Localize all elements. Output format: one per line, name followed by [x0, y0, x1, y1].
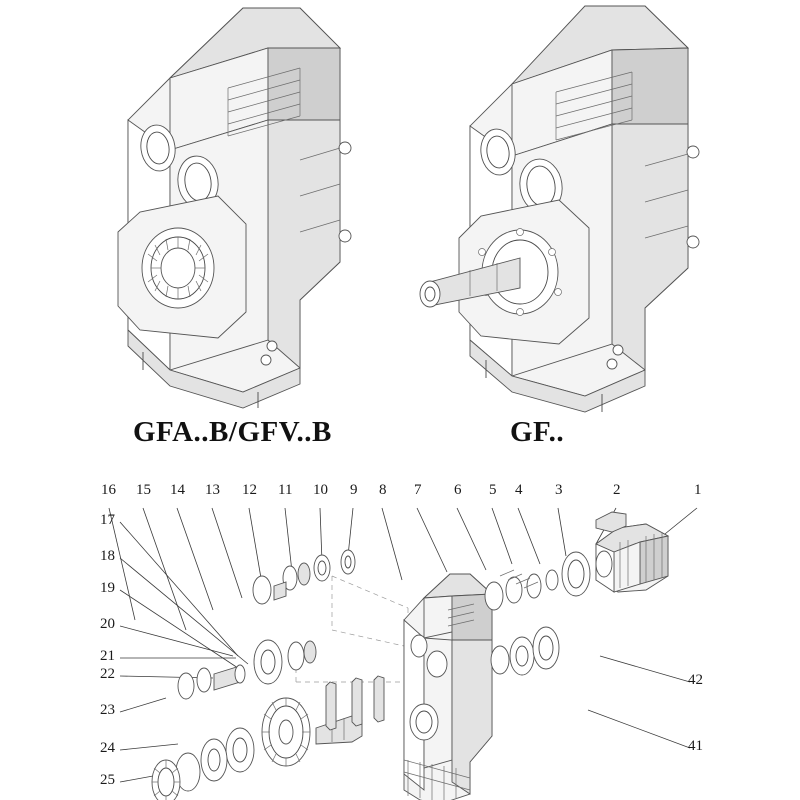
- callout-20: 20: [100, 616, 115, 632]
- callout-3: 3: [555, 482, 563, 498]
- callout-18: 18: [100, 548, 115, 564]
- callout-7: 7: [414, 482, 422, 498]
- callout-17: 17: [100, 512, 115, 528]
- callout-8: 8: [379, 482, 387, 498]
- input-motor-assembly: [562, 512, 668, 596]
- callout-11: 11: [278, 482, 293, 498]
- callout-9: 9: [350, 482, 358, 498]
- callout-4: 4: [515, 482, 523, 498]
- callout-5: 5: [489, 482, 497, 498]
- callout-12: 12: [242, 482, 257, 498]
- callout-21: 21: [100, 648, 115, 664]
- callout-41: 41: [688, 738, 703, 754]
- callout-10: 10: [313, 482, 328, 498]
- parts-mid-left: [178, 640, 316, 699]
- gearbox-left-view: [118, 8, 351, 408]
- leader-lines-right: [588, 656, 690, 748]
- parts-right-group: [485, 570, 559, 675]
- callout-24: 24: [100, 740, 115, 756]
- caption-gfa-gfv: GFA..B/GFV..B: [133, 416, 332, 448]
- callout-2: 2: [613, 482, 621, 498]
- callout-23: 23: [100, 702, 115, 718]
- parts-upper-row: [253, 550, 355, 604]
- callout-15: 15: [136, 482, 151, 498]
- exploded-svg: [0, 460, 800, 800]
- caption-gf: GF..: [510, 416, 565, 448]
- callout-14: 14: [170, 482, 185, 498]
- housing-body: [404, 574, 492, 800]
- callout-42: 42: [688, 672, 703, 688]
- callout-1: 1: [694, 482, 702, 498]
- callout-6: 6: [454, 482, 462, 498]
- callout-19: 19: [100, 580, 115, 596]
- callout-16: 16: [101, 482, 116, 498]
- callout-13: 13: [205, 482, 220, 498]
- callout-22: 22: [100, 666, 115, 682]
- callout-25: 25: [100, 772, 115, 788]
- gearbox-right-view: [420, 6, 699, 412]
- exploded-parts-view: [0, 460, 800, 800]
